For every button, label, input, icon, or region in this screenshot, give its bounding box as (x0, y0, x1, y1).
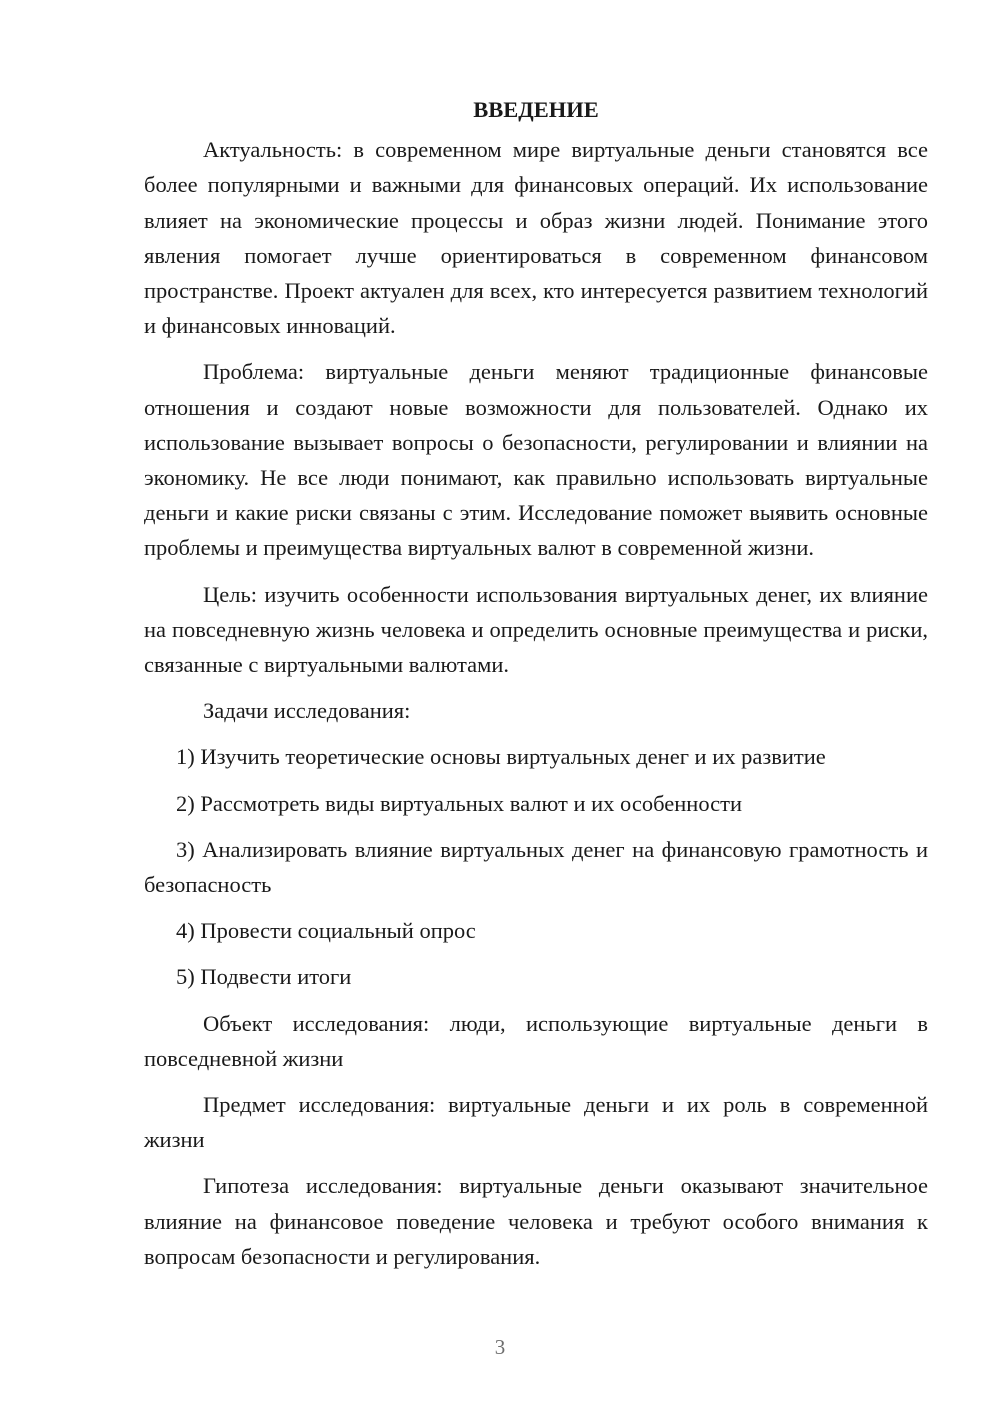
page-content (144, 92, 928, 1285)
paragraph-goal: Цель: изучить особенности использования виртуальных денег, их влияние на повседневную жизнь человека и определить основные преимущества и риски, связанные с виртуальными валютами. (144, 581, 928, 678)
paragraph-subject: Предмет исследования: виртуальные деньги и их роль в современной жизни (144, 1092, 928, 1153)
paragraph-hypothesis: Гипотеза исследования: виртуальные деньги оказывают значительное влияние на финансовое поведение человека и требуют особого внимания к вопросам безопасности и регулирования. (144, 1173, 928, 1269)
section-title: ВВЕДЕНИЕ (473, 97, 599, 122)
paragraph-relevance: Актуальность: в современном мире виртуальные деньги становятся все более популярными и важными для финансовых операций. Их использование влияет на экономические процессы и образ жизни людей. Понимание этого явления помогает лучше ориентироваться в современном финансовом пространстве. Проект актуален для всех, кто интересуется развитием технологий и финансовых инноваций. (144, 137, 928, 339)
page-number: 3 (494, 1335, 506, 1359)
paragraph-problem: Проблема: виртуальные деньги меняют традиционные финансовые отношения и создают новые возможности для пользователей. Однако их использование вызывает вопросы о безопасности, регулировании и влиянии на экономику. Не все люди понимают, как правильно использовать виртуальные деньги и какие риски связаны с этим. Исследование поможет выявить основные проблемы и преимущества виртуальных валют в современной жизни. (144, 359, 928, 561)
task-item-4: 4) Провести социальный опрос (176, 918, 476, 944)
task-item-3: 3) Анализировать влияние виртуальных денег на финансовую грамотность и безопасность (144, 836, 928, 898)
task-item-5: 5) Подвести итоги (176, 964, 352, 990)
task-item-1: 1) Изучить теоретические основы виртуальных денег и их развитие (176, 744, 826, 770)
tasks-heading: Задачи исследования: (203, 698, 411, 724)
paragraph-object: Объект исследования: люди, использующие виртуальные деньги в повседневной жизни (144, 1010, 928, 1071)
task-item-2: 2) Рассмотреть виды виртуальных валют и их особенности (176, 790, 742, 816)
